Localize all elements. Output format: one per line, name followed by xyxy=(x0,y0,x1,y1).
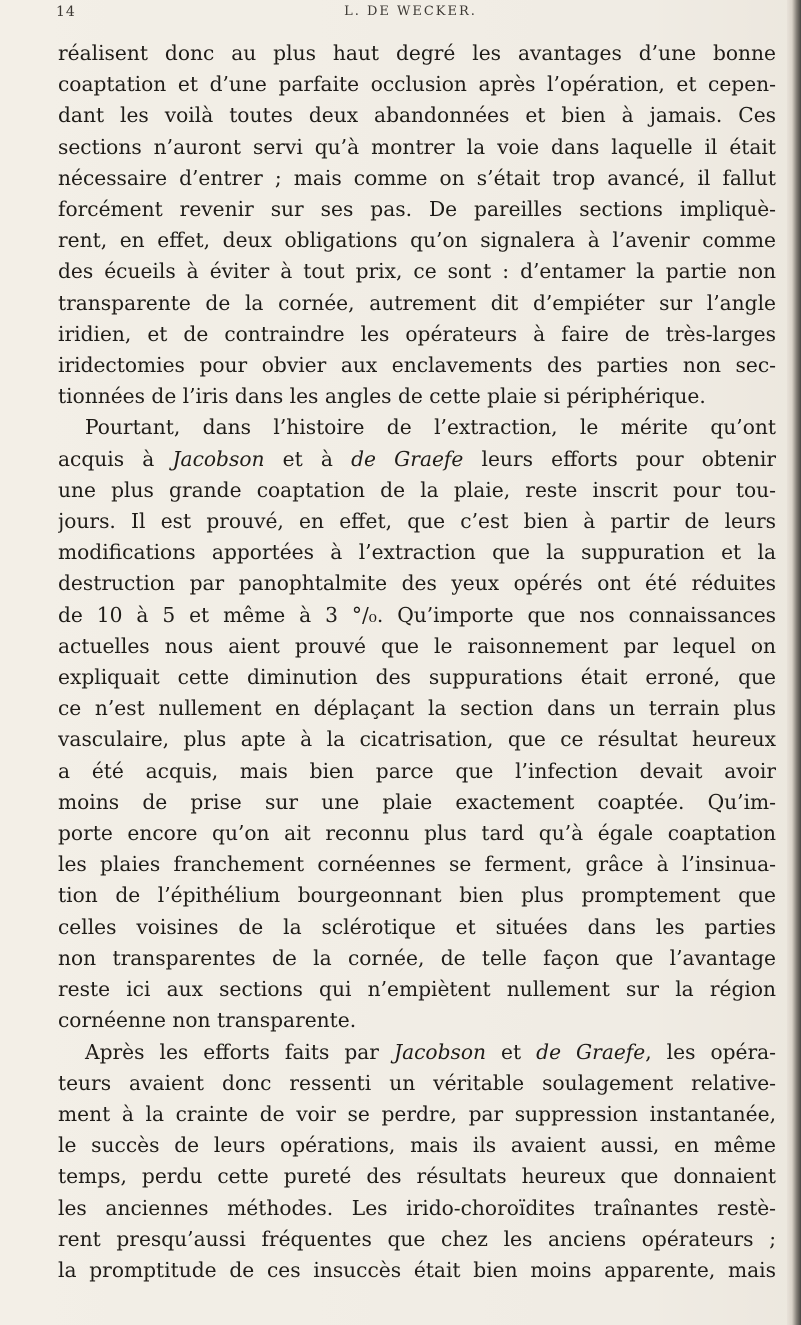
paragraph-2 xyxy=(58,412,776,1036)
text-line: a été acquis, mais bien parce que l’infection devait avoir xyxy=(58,758,776,783)
text-line: expliquait cette diminution des suppurations était erroné, que xyxy=(58,665,776,690)
line-segment: leurs efforts pour obtenir xyxy=(463,446,776,471)
text-line: dant les voilà toutes deux abandonnées et bien à jamais. Ces xyxy=(58,103,776,128)
text-line: cornéenne non transparente. xyxy=(58,1008,357,1033)
line-segment: Après les efforts faits par xyxy=(85,1039,394,1064)
line-segment: , les opéra- xyxy=(645,1039,776,1064)
text-line: les plaies franchement cornéennes se ferment, grâce à l’insinua- xyxy=(58,852,776,877)
text-line: reste ici aux sections qui n’empiètent nullement sur la région xyxy=(58,977,776,1002)
paragraph-1 xyxy=(58,38,776,412)
running-header xyxy=(56,4,765,26)
text-line-with-names xyxy=(58,1037,776,1068)
text-line: le succès de leurs opérations, mais ils avaient aussi, en même xyxy=(58,1133,776,1158)
text-line: une plus grande coaptation de la plaie, reste inscrit pour tou- xyxy=(58,477,776,502)
author-name-italic: Jacobson xyxy=(172,446,265,471)
text-line: coaptation et d’une parfaite occlusion après l’opération, et cepen- xyxy=(58,72,776,97)
text-line: tionnées de l’iris dans les angles de cette plaie si périphérique. xyxy=(58,384,706,409)
text-line: la promptitude de ces insuccès était bien moins apparente, mais xyxy=(58,1257,776,1282)
text-line: vasculaire, plus apte à la cicatrisation, que ce résultat heureux xyxy=(58,727,776,752)
text-line: rent presqu’aussi fréquentes que chez les anciens opérateurs ; xyxy=(58,1226,776,1251)
body-text xyxy=(58,38,776,1286)
line-segment: et à xyxy=(264,446,352,471)
text-line: iridien, et de contraindre les opérateurs à faire de très-larges xyxy=(58,321,776,346)
text-line-with-names xyxy=(58,444,776,475)
text-line: des écueils à éviter à tout prix, ce sont : d’entamer la partie non xyxy=(58,259,776,284)
text-line: transparente de la cornée, autrement dit d’empiéter sur l’angle xyxy=(58,290,776,315)
line-segment: et xyxy=(486,1039,537,1064)
text-line: réalisent donc au plus haut degré les avantages d’une bonne xyxy=(58,41,776,65)
text-line: les anciennes méthodes. Les irido-choroïdites traînantes restè- xyxy=(58,1195,776,1220)
text-line: celles voisines de la sclérotique et situées dans les parties xyxy=(58,914,776,939)
text-line: modifications apportées à l’extraction que la suppuration et la xyxy=(58,540,776,565)
text-line: temps, perdu cette pureté des résultats heureux que donnaient xyxy=(58,1164,776,1189)
running-title: L. DE WECKER. xyxy=(344,4,477,19)
text-line: ment à la crainte de voir se perdre, par suppression instantanée, xyxy=(58,1101,776,1126)
line-segment: acquis à xyxy=(58,446,173,471)
text-line: ce n’est nullement en déplaçant la section dans un terrain plus xyxy=(58,696,776,721)
text-line: teurs avaient donc ressenti un véritable soulagement relative- xyxy=(58,1070,776,1095)
text-line: de 10 à 5 et même à 3 °/₀. Qu’importe que nos connaissances xyxy=(58,602,776,627)
text-line: forcément revenir sur ses pas. De pareilles sections impliquè- xyxy=(58,197,776,222)
text-line: jours. Il est prouvé, en effet, que c’est bien à partir de leurs xyxy=(58,509,776,534)
text-line: sections n’auront servi qu’à montrer la voie dans laquelle il était xyxy=(58,134,776,159)
text-line: porte encore qu’on ait reconnu plus tard qu’à égale coaptation xyxy=(58,821,776,846)
text-line: actuelles nous aient prouvé que le raisonnement par lequel on xyxy=(58,633,776,658)
text-line: Pourtant, dans l’histoire de l’extraction, le mérite qu’ont xyxy=(85,415,776,440)
author-name-italic: Jacobson xyxy=(393,1039,487,1064)
page-number: 14 xyxy=(56,4,76,20)
text-line: moins de prise sur une plaie exactement coaptée. Qu’im- xyxy=(58,789,776,814)
author-name-italic: de Graefe xyxy=(536,1039,646,1064)
text-line: tion de l’épithélium bourgeonnant bien plus promptement que xyxy=(58,883,776,908)
text-line: destruction par panophtalmite des yeux opérés ont été réduites xyxy=(58,571,776,596)
text-line: nécessaire d’entrer ; mais comme on s’était trop avancé, il fallut xyxy=(58,165,776,190)
author-name-italic: de Graefe xyxy=(351,446,464,471)
text-line: iridectomies pour obvier aux enclavements des parties non sec- xyxy=(58,353,776,378)
page-edge-shadow xyxy=(787,0,801,1325)
text-line: rent, en effet, deux obligations qu’on signalera à l’avenir comme xyxy=(58,228,776,253)
paragraph-3 xyxy=(58,1037,776,1287)
text-line: non transparentes de la cornée, de telle façon que l’avantage xyxy=(58,945,776,970)
